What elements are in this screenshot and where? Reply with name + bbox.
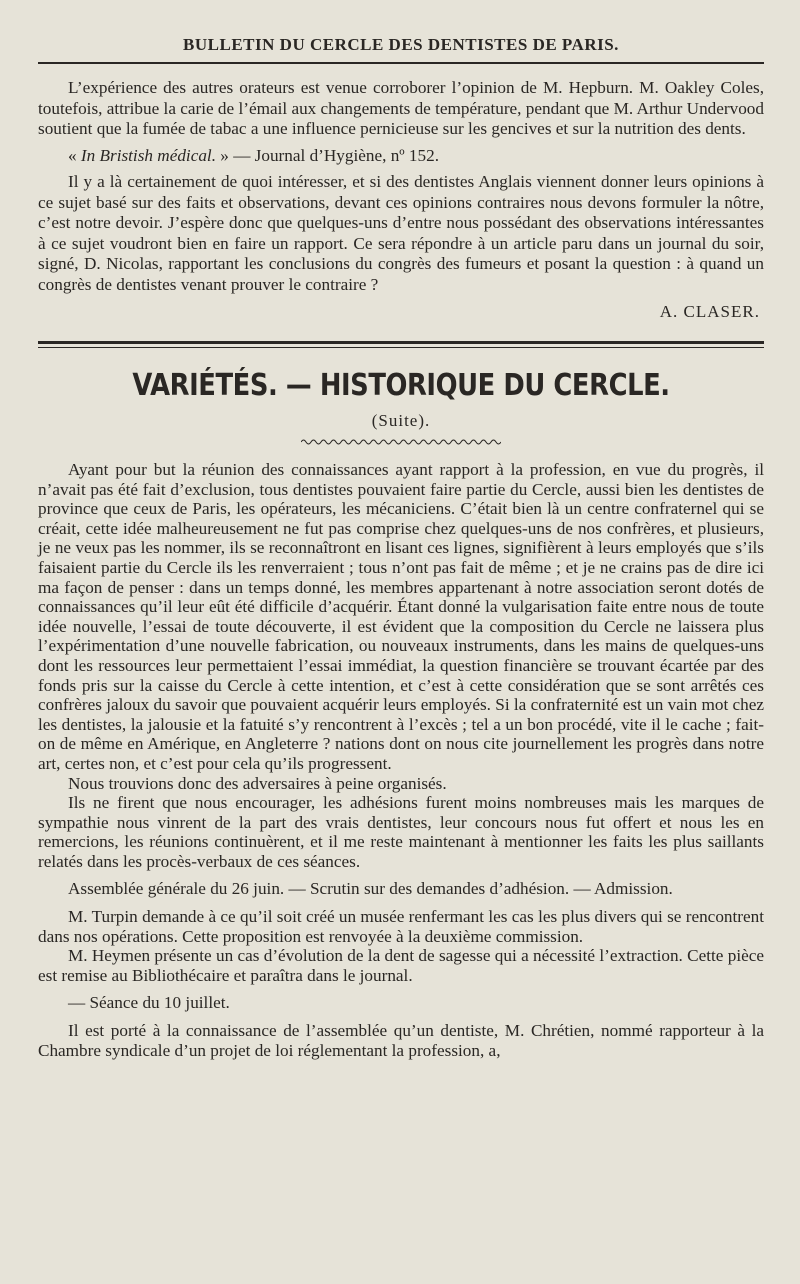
paragraph-heymen: M. Heymen présente un cas d’évolution de la dent de sagesse qui a nécessité l’extraction. Cette pièce est remise au Bibliothécaire et paraîtra dans le journal.	[38, 946, 764, 985]
citation-open: «	[68, 145, 81, 165]
paragraph-seance: — Séance du 10 juillet.	[68, 993, 230, 1013]
wavy-ornament-icon	[301, 438, 501, 446]
paragraph-but: Ayant pour but la réunion des connaissances ayant rapport à la profession, en vue du progrès, il n’avait pas été fait d’exclusion, tous dentistes pouvaient faire partie du Cercle, aussi bien les dentistes de province que ceux de Paris, les opérateurs, les mécaniciens. C’était bien là un centre confraternel qui se créait, cette idée malheureusement ne fut pas comprise chez quelques-uns de nos confrères, et plusieurs, je ne veux pas les nommer, ils se reconnaîtront en lisant ces lignes, signifièrent à leurs employés que s’ils faisaient partie du Cercle ils les renverraient ; tous n’ont pas fait de même ; et je ne crains pas de dire ici ma façon de penser : dans un temps donné, les membres appartenant à notre association seront dotés de connaissances qu’il leur eût été difficile d’acquérir. Étant donné la vulgarisation faite entre nous de toute idée nouvelle, l’essai de toute découverte, il est évident que la composition du Cercle ne laissera plus l’expérimentation d’une nouvelle fabrication, ou nouveaux instruments, dans les mains de quelques-uns dont les ressources leur permettaient l’essai immédiat, la question financière se trouvant écartée par des fonds pris sur la caisse du Cercle à cette intention, et c’est à cette considération que se sont arrêtés ces confrères jaloux du savoir que pouvaient acquérir leurs employés. Si la confraternité est un vain mot chez les dentistes, la jalousie et la fatuité s’y rencontrent à l’excès ; tel a un bon procédé, vite il le cache ; fait-on de même en Amérique, en Angleterre ? nations dont on nous cite journellement les progrès dans notre art, certes non, et c’est pour cela qu’ils progressent.	[38, 460, 764, 773]
section-title: VARIÉTÉS. — HISTORIQUE DU CERCLE.	[132, 368, 670, 403]
paragraph-chretien: Il est porté à la connaissance de l’assemblée qu’un dentiste, M. Chrétien, nommé rapporteur à la Chambre syndicale d’un projet de loi réglementant la profession, a,	[38, 1021, 764, 1060]
paragraph-adversaires: Nous trouvions donc des adversaires à peine organisés.	[68, 773, 447, 793]
divider-thick-rule	[38, 341, 764, 344]
citation-source: In Bristish médical.	[80, 145, 216, 165]
divider-thin-rule	[38, 347, 764, 348]
paragraph-turpin: M. Turpin demande à ce qu’il soit créé un musée renfermant les cas les plus divers qui se rencontrent dans nos opérations. Cette proposition est renvoyée à la deuxième commission.	[38, 907, 764, 946]
paragraph-assemblee: Assemblée générale du 26 juin. — Scrutin sur des demandes d’adhésion. — Admission.	[68, 879, 673, 899]
running-head: BULLETIN DU CERCLE DES DENTISTES DE PARIS.	[183, 35, 619, 54]
paragraph-experience: L’expérience des autres orateurs est venue corroborer l’opinion de M. Hepburn. M. Oakley Coles, toutefois, attribue la carie de l’émail aux changements de température, pendant que M. Arthur Undervood soutient que la fumée de tabac a une influence pernicieuse sur les gencives et sur la nutrition des dents.	[38, 78, 764, 138]
section-divider	[38, 341, 764, 348]
section-body	[38, 460, 764, 1060]
paragraph-interet: Il y a là certainement de quoi intéresser, et si des dentistes Anglais viennent donner leurs opinions à ce sujet basé sur des faits et observations, devant ces opinions contraires nous devons formuler la nôtre, c’est notre devoir. J’espère donc que quelques-uns d’entre nous possédant des observations intéressantes à ce sujet voudront bien en faire un rapport. Ce sera répondre à un article paru dans un journal du soir, signé, D. Nicolas, rapportant les conclusions du congrès des fumeurs et posant la question : à quand un congrès de dentistes venant prouver le contraire ?	[38, 172, 764, 294]
top-section	[38, 78, 764, 323]
section-subtitle: (Suite).	[371, 411, 431, 430]
header-rule	[38, 62, 764, 64]
wavy-ornament	[38, 438, 764, 446]
citation-journal: » — Journal d’Hygiène, nº 152.	[216, 145, 440, 165]
citation-line	[38, 146, 764, 167]
author-signature: A. CLASER.	[659, 302, 760, 321]
paragraph-encourager: Ils ne firent que nous encourager, les adhésions furent moins nombreuses mais les marques de sympathie nous vinrent de la part des vrais dentistes, leur concours nous fut offert et nous les en remercions, les réunions continuèrent, et il me reste maintenant à mentionner les faits les plus saillants relatés dans les procès-verbaux de ces séances.	[38, 793, 764, 871]
